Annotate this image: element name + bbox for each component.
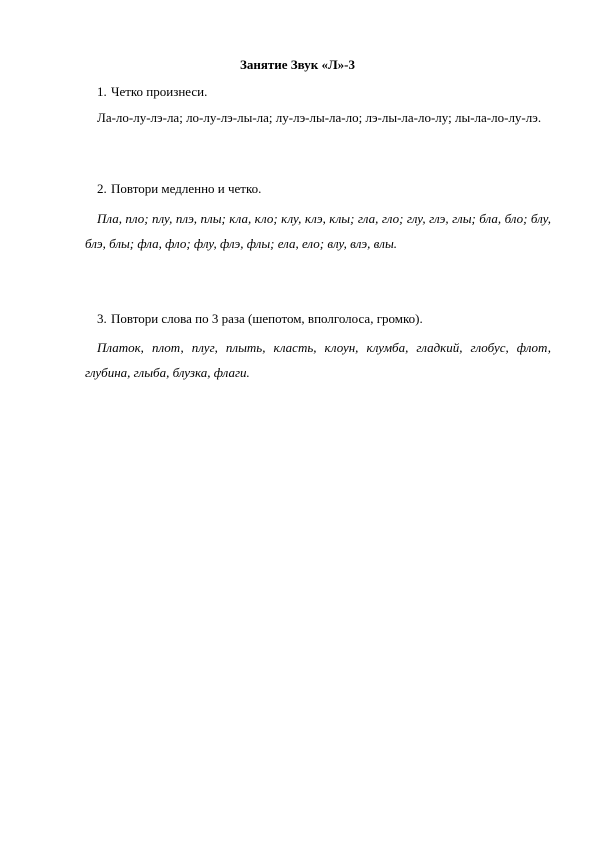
document-title: Занятие Звук «Л»-3 [240, 57, 355, 72]
section-3-number: 3. [97, 311, 107, 326]
section-3-heading [97, 311, 423, 327]
section-3-body: Платок, плот, плуг, плыть, класть, клоун, клумба, гладкий, глобус, флот, глубина, глыба, блузка, флаги. [85, 340, 551, 380]
section-2-heading [97, 181, 261, 197]
section-2-heading-text: Повтори медленно и четко. [111, 181, 262, 196]
section-1-heading-text: Четко произнеси. [111, 84, 208, 99]
section-1-body: Ла-ло-лу-лэ-ла; ло-лу-лэ-лы-ла; лу-лэ-лы-ла-ло; лэ-лы-ла-ло-лу; лы-ла-ло-лу-лэ. [97, 110, 542, 125]
section-3-heading-text: Повтори слова по 3 раза (шепотом, вполголоса, громко). [111, 311, 423, 326]
section-2-body: Пла, пло; плу, плэ, плы; кла, кло; клу, клэ, клы; гла, гло; глу, глэ, глы; бла, бло; блу, блэ, блы; фла, фло; флу, флэ, флы; ела, ело; влу, влэ, влы. [85, 211, 551, 251]
section-1-heading [97, 84, 207, 100]
section-2-number: 2. [97, 181, 107, 196]
section-1-number: 1. [97, 84, 107, 99]
